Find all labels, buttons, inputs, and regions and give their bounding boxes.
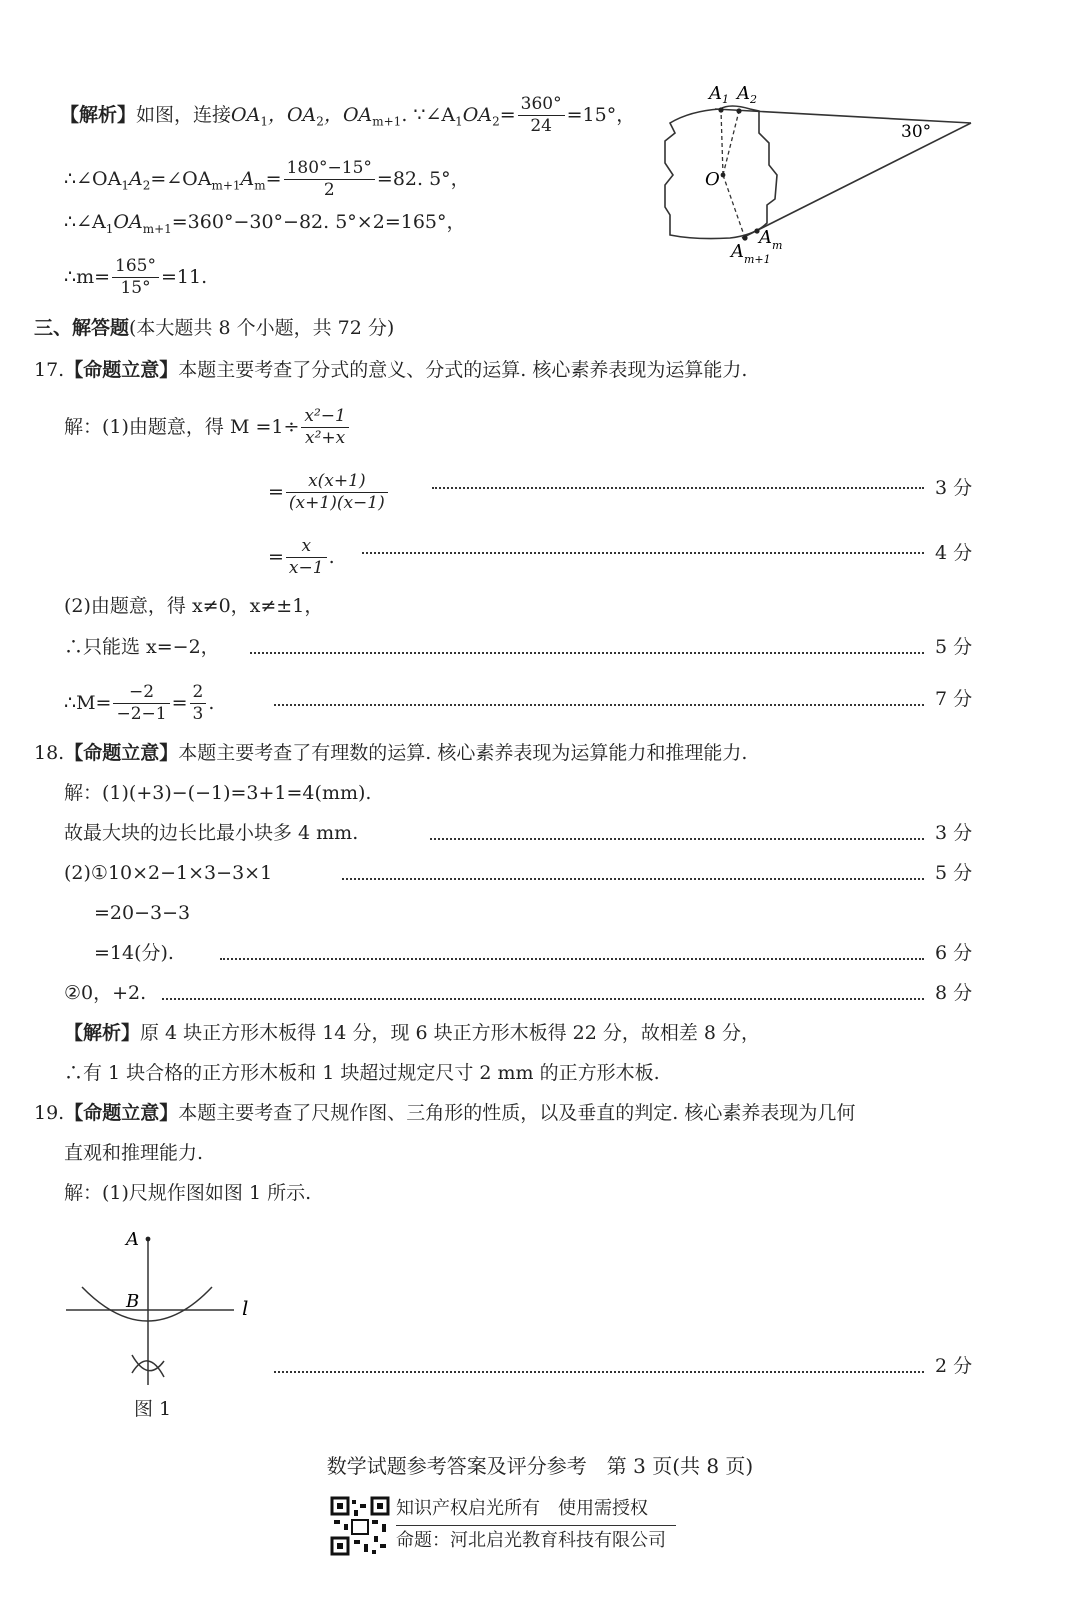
q16-tangent-top	[715, 109, 971, 123]
q18-dots-5	[220, 958, 924, 960]
q16-point-am1	[742, 235, 747, 240]
q17-step-5: ∴只能选 x=−2，	[64, 636, 220, 658]
q17-fraction-3: $\frac{x}{x-1}$	[286, 536, 327, 580]
q17-score-3: 4 分	[935, 542, 973, 564]
q19-label-l: l	[242, 1296, 249, 1320]
q16-line-4: ∴m= $\frac{165^\circ}{15^\circ}$ =11.	[64, 256, 208, 299]
q16-point-a1	[718, 107, 723, 112]
q16-label-a2: $A_2$	[737, 83, 757, 106]
q18-score-5: 6 分	[935, 942, 973, 964]
q17-step-4: (2)由题意，得 x≠0，x≠±1，	[64, 595, 324, 617]
q19-figure-1	[60, 1225, 270, 1415]
q16-fraction-3: $\frac{165^\circ}{15^\circ}$	[112, 256, 159, 300]
q17-score-2: 3 分	[935, 477, 973, 499]
q18-score-6: 8 分	[935, 982, 973, 1004]
q19-arc	[82, 1287, 212, 1321]
q16-point-o	[721, 173, 726, 178]
q17-score-5: 5 分	[935, 636, 973, 658]
q16-label-am1: $A_{m+1}$	[731, 241, 771, 266]
q19-dots-1	[274, 1371, 924, 1373]
footer-author: 命题：河北启光教育科技有限公司	[396, 1530, 666, 1551]
q16-line-2: $\therefore\angle OA_1A_2=\angle OA_{m+1}A_m=$ $\frac{180^\circ-15^\circ}{2}$ =82. 5°，	[64, 158, 470, 201]
q16-figure	[655, 75, 985, 275]
q17-score-6: 7 分	[935, 688, 973, 710]
q16-label-am: $A_m$	[759, 227, 783, 252]
q17-step-6: ∴M= $\frac{-2}{-2-1}$ = $\frac{2}{3}$ .	[64, 682, 215, 725]
q18-dots-2	[430, 838, 924, 840]
q18-analysis-1: 【解析】原 4 块正方形木板得 14 分，现 6 块正方形木板得 22 分，故相差 8 分，	[64, 1022, 761, 1044]
q19-intent-2: 直观和推理能力.	[64, 1142, 204, 1164]
q18-step-3: (2)①10×2−1×3−3×1	[64, 862, 273, 884]
footer-copyright: 知识产权启光所有 使用需授权	[396, 1498, 648, 1519]
q19-figure-caption: 图 1	[134, 1398, 172, 1420]
q16-fraction-1: $\frac{360^\circ}{24}$	[518, 94, 565, 138]
q18-dots-6	[162, 998, 924, 1000]
q19-intent-1: 19.【命题立意】本题主要考查了尺规作图、三角形的性质，以及垂直的判定. 核心素养表现为几何	[34, 1102, 856, 1124]
q17-step-1: 解：(1)由题意，得 M =1÷ $\frac{\text{x²−1}}{\text{x²+x}}$	[64, 406, 351, 450]
q16-label-a1: $A_1$	[709, 83, 729, 106]
q17-intent: 17.【命题立意】本题主要考查了分式的意义、分式的运算. 核心素养表现为运算能力.	[34, 359, 748, 381]
q17-fraction-2: $\frac{x(x+1)}{(x+1)(x-1)}$	[286, 471, 388, 515]
q16-point-a2	[736, 108, 741, 113]
q16-label-o: O	[705, 169, 720, 190]
q17-dots-3	[362, 552, 924, 554]
footer-page-text: 数学试题参考答案及评分参考 第 3 页(共 8 页)	[326, 1454, 754, 1478]
q16-fraction-2: $\frac{180^\circ-15^\circ}{2}$	[284, 158, 375, 202]
q16-label-angle: 30°	[901, 122, 932, 142]
q18-intent: 18.【命题立意】本题主要考查了有理数的运算. 核心素养表现为运算能力和推理能力.	[34, 742, 748, 764]
q16-radius-3	[723, 175, 745, 238]
q16-radius-1	[721, 110, 723, 175]
q17-fraction-6: $\frac{-2}{-2-1}$	[113, 682, 169, 726]
q19-step-1: 解：(1)尺规作图如图 1 所示.	[64, 1182, 312, 1204]
q16-tag: 【解析】	[60, 103, 137, 126]
q19-label-b: B	[126, 1291, 140, 1312]
q19-label-a: A	[126, 1229, 139, 1250]
q16-radius-2	[723, 111, 739, 175]
q16-line-3: $\therefore\angle A_1OA_{m+1}=360^\circ-30^\circ-82$. 5°×2=165°，	[64, 211, 466, 236]
q18-analysis-2: ∴有 1 块合格的正方形木板和 1 块超过规定尺寸 2 mm 的正方形木板.	[64, 1062, 660, 1084]
q18-step-1: 解：(1)(+3)−(−1)=3+1=4(mm).	[64, 782, 372, 804]
q18-step-6: ②0，+2.	[64, 982, 147, 1004]
q16-line-1: 【解析】如图，连接$OA_1$，$OA_2$，$OA_{m+1}$. $\because\angle A_1OA_2=$ $\frac{360^\circ}{24}$ =15°，	[60, 94, 636, 137]
q17-dots-5	[250, 652, 924, 654]
q17-fraction-7: $\frac{2}{3}$	[190, 682, 207, 726]
q18-score-3: 5 分	[935, 862, 973, 884]
section3-title: 三、解答题(本大题共 8 个小题，共 72 分)	[34, 317, 395, 339]
footer-divider	[396, 1525, 676, 1526]
q17-dots-2	[432, 487, 924, 489]
q18-step-5: =14(分).	[94, 942, 174, 964]
q17-fraction-1: $\frac{\text{x²−1}}{\text{x²+x}}$	[301, 406, 348, 450]
q17-step-3: = $\frac{x}{x-1}$ .	[268, 536, 335, 579]
q18-step-2: 故最大块的边长比最小块多 4 mm.	[64, 822, 359, 844]
q19-score-1: 2 分	[935, 1355, 973, 1377]
q18-step-4: =20−3−3	[94, 902, 191, 924]
qr-code-icon	[330, 1496, 390, 1556]
q18-score-2: 3 分	[935, 822, 973, 844]
q17-dots-6	[274, 704, 924, 706]
q19-point-a	[146, 1237, 151, 1242]
q18-dots-3	[342, 878, 924, 880]
q17-step-2: = $\frac{x(x+1)}{(x+1)(x-1)}$	[268, 471, 390, 515]
